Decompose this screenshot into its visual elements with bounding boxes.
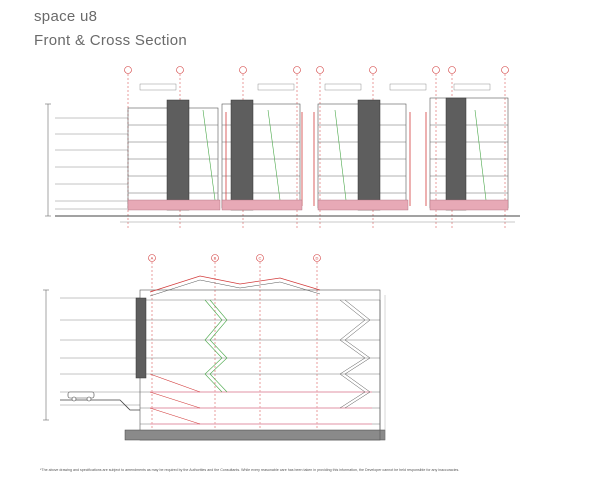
- front-section-drawing: [45, 67, 520, 231]
- grid-bubble-label: A: [150, 255, 154, 261]
- grid-bubble-label: B: [213, 255, 217, 261]
- page-subtitle: Front & Cross Section: [34, 32, 188, 49]
- disclaimer: *The above drawing and specifications are subject to amendments as may be required by the Authorities and the Consultants. While every reasonable care has been taken in providing this information, the Developer cannot be held responsible for any inaccuracies.: [40, 468, 460, 472]
- cross-section-drawing: [43, 255, 385, 441]
- grid-bubble-label: D: [315, 255, 319, 261]
- page-title: space u8: [34, 8, 98, 25]
- grid-bubble-label: C: [258, 255, 262, 261]
